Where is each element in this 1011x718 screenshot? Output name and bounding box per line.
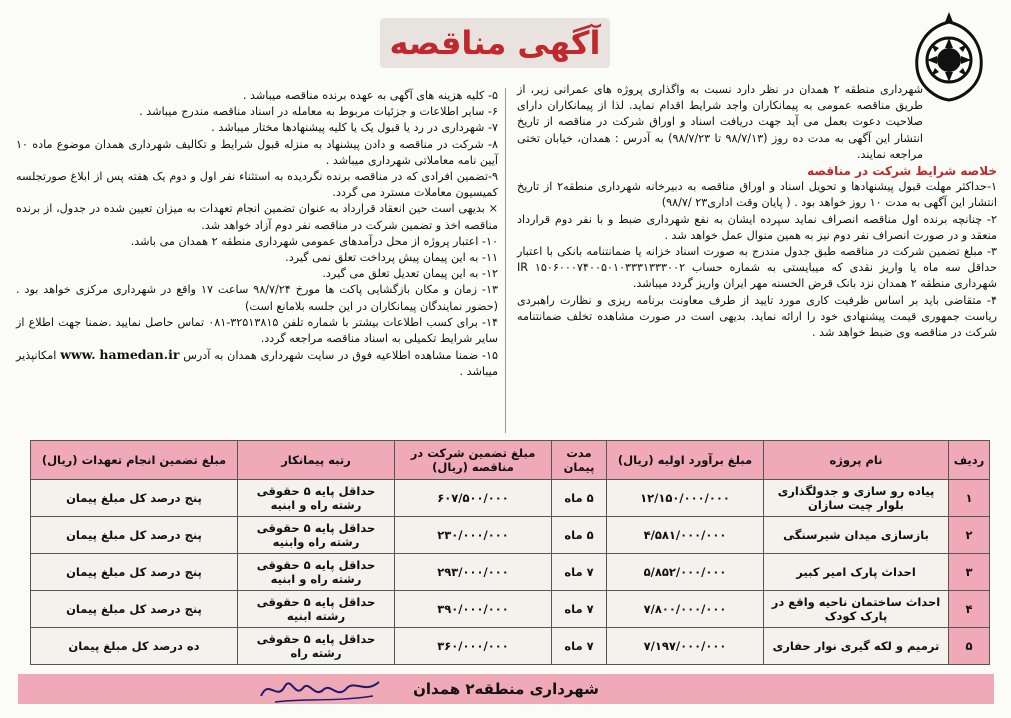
- notice-title: آگهی مناقصه: [380, 18, 610, 68]
- cell-project-name: ترمیم و لکه گیری نوار حفاری: [764, 628, 949, 665]
- cell-project-name: پیاده رو سازی و جدولگذاری بلوار چیت سازان: [764, 480, 949, 517]
- header-duration: مدت پیمان: [552, 441, 607, 480]
- intro-paragraph: شهرداری منطقه ۲ همدان در نظر دارد نسبت به واگذاری پروژه های عمرانی زیر، از طریق مناقصه عمومی به پیمانکاران واجد شرایط اقدام نماید. لذا از پیمانکاران دارای صلاحیت دعوت بعمل می آید جهت دریافت اسناد و اوراق شرکت در مناقصه از تاریخ انتشار این آگهی به مدت ده روز (۹۸/۷/۱۳ تا ۹۸/۷/۲۳) به آدرس : همدان، خیابان تختی مراجعه نمایند.: [517, 83, 923, 161]
- table-row: [31, 591, 990, 628]
- condition-item: ۹-تضمین افرادی که در مناقصه برنده نگردیده به استثناء نفر اول و دوم یک هفته پس از ابلاغ صورتجلسه کمیسیون معاملات مسترد می گردد.: [16, 170, 498, 200]
- cell-contractor-grade: حداقل پایه ۵ حقوقی رشته راه و ابنیه: [238, 554, 395, 591]
- condition-item: ۱۳- زمان و مکان بازگشایی پاکت ها مورخ ۹۸/۷/۲۴ ساعت ۱۷ واقع در شهرداری مرکزی خواهد بود .(حضور نمایندگان پیمانکاران در این جلسه بلامانع است): [16, 283, 498, 313]
- cell-participation-guarantee: ۲۳۰/۰۰۰/۰۰۰: [395, 517, 552, 554]
- header-performance-guarantee: مبلغ تضمین انجام تعهدات (ریال): [31, 441, 238, 480]
- cell-contractor-grade: حداقل پایه ۵ حقوقی رشته راه وابنیه: [238, 517, 395, 554]
- cell-duration: ۵ ماه: [552, 480, 607, 517]
- condition-item: ۷- شهرداری در رد یا قبول یک یا کلیه پیشنهادها مختار میباشد .: [211, 121, 498, 135]
- tender-table: [30, 440, 990, 665]
- condition-item: ۱-حداکثر مهلت قبول پیشنهادها و تحویل اسناد و اوراق مناقصه به دبیرخانه شهرداری منطقه۲ از تاریخ انتشار این آگهی به مدت ۱۰ روز خواهد بود . ( پایان وقت اداری۲۳ /۹۸/۷): [517, 180, 998, 210]
- cell-row-number: ۴: [949, 591, 990, 628]
- cell-project-name: احداث پارک امیر کبیر: [764, 554, 949, 591]
- cell-contractor-grade: حداقل پایه ۵ حقوقی رشته ابنیه: [238, 591, 395, 628]
- website-prefix: www.: [60, 347, 96, 363]
- header-estimate: مبلغ برآورد اولیه (ریال): [607, 441, 764, 480]
- condition-item: ۶- سایر اطلاعات و جزئیات مربوط به معامله در اسناد مناقصه مندرج میباشد .: [139, 105, 498, 119]
- condition-item: ۴- متقاضی باید بر اساس ظرفیت کاری مورد تایید از طرف معاونت برنامه ریزی و نظارت راهبردی ریاست جمهوری قیمت پیشنهادی خود را ارائه نماید. بدیهی است در صورت مشاهده تخلف ضمانتنامه شرکت در مناقصه وی ضبط خواهد شد .: [517, 293, 997, 340]
- cell-participation-guarantee: ۳۹۰/۰۰۰/۰۰۰: [395, 591, 552, 628]
- table-header-row: [31, 441, 990, 480]
- cell-performance-guarantee: پنج درصد کل مبلغ پیمان: [31, 591, 238, 628]
- cell-participation-guarantee: ۶۰۷/۵۰۰/۰۰۰: [395, 480, 552, 517]
- cell-project-name: احداث ساختمان ناحیه واقع در پارک کودک: [764, 591, 949, 628]
- signature-icon: [255, 668, 385, 708]
- cell-row-number: ۲: [949, 517, 990, 554]
- header-contractor-grade: رتبه پیمانکار: [238, 441, 395, 480]
- table-row: [31, 480, 990, 517]
- cell-row-number: ۵: [949, 628, 990, 665]
- condition-item: ۳- مبلغ تضمین شرکت در مناقصه طبق جدول مندرج به صورت اسناد خزانه یا ضمانتنامه بانکی با اعتبار حداقل سه ماه یا واریز نقدی که میبایستی به شماره حساب IR ۱۵۰۶۰۰۰۷۴۰۰۵۰۱۰۳۳۳۱۳۳۳۰۰۲ شهرداری منطقه ۲ همدان نزد بانک قرض الحسنه مهر ایران واریز گردد میباشد.: [517, 245, 997, 291]
- cell-duration: ۷ ماه: [552, 591, 607, 628]
- cell-estimate: ۷/۸۰۰/۰۰۰/۰۰۰: [607, 591, 764, 628]
- header-participation-guarantee: مبلغ تضمین شرکت در مناقصه (ریال): [395, 441, 552, 480]
- condition-item: ۵- کلیه هزینه های آگهی به عهده برنده مناقصه میباشد .: [242, 89, 498, 102]
- condition-item: ۸- شرکت در مناقصه و دادن پیشنهاد به منزله قبول شرایط و تکالیف شهرداری همدان موضوع ماده ۱۰ آیین نامه معاملاتی شهرداری میباشد .: [16, 137, 498, 167]
- condition-item-website: [16, 347, 498, 380]
- condition-15-suffix: امکانپذیر میباشد .: [16, 349, 498, 379]
- table-row: [31, 628, 990, 665]
- condition-item: ۱۴- برای کسب اطلاعات بیشتر با شماره تلفن ۳۲۵۱۳۸۱۵-۰۸۱ تماس حاصل نمایید .ضمنا جهت اطلاع از سایر شرایط تکمیلی به اسناد مناقصه مراجعه گردد.: [16, 315, 498, 346]
- cell-performance-guarantee: پنج درصد کل مبلغ پیمان: [31, 554, 238, 591]
- cell-duration: ۵ ماه: [552, 517, 607, 554]
- cell-project-name: بازسازی میدان شیرسنگی: [764, 517, 949, 554]
- table-row: [31, 554, 990, 591]
- cell-duration: ۷ ماه: [552, 628, 607, 665]
- cell-contractor-grade: حداقل پایه ۵ حقوقی رشته راه و ابنیه: [238, 480, 395, 517]
- cell-performance-guarantee: پنج درصد کل مبلغ پیمان: [31, 517, 238, 554]
- cell-row-number: ۱: [949, 480, 990, 517]
- table-row: [31, 517, 990, 554]
- cell-duration: ۷ ماه: [552, 554, 607, 591]
- website-link[interactable]: hamedan.ir: [99, 347, 180, 363]
- right-column: [517, 82, 997, 341]
- cell-performance-guarantee: پنج درصد کل مبلغ پیمان: [31, 480, 238, 517]
- cell-estimate: ۱۲/۱۵۰/۰۰۰/۰۰۰: [607, 480, 764, 517]
- condition-15-text: ۱۵- ضمنا مشاهده اطلاعیه فوق در سایت شهرداری همدان به آدرس: [183, 349, 498, 363]
- cell-performance-guarantee: ده درصد کل مبلغ پیمان: [31, 628, 238, 665]
- condition-item: × بدیهی است حین انعقاد قرارداد به عنوان تضمین انجام تعهدات به میزان تعیین شده در جدول، از برنده مناقصه اخذ و تضمین شرکت در مناقصه نفر دوم آزاد خواهد شد.: [16, 202, 498, 232]
- cell-participation-guarantee: ۲۹۳/۰۰۰/۰۰۰: [395, 554, 552, 591]
- cell-participation-guarantee: ۳۶۰/۰۰۰/۰۰۰: [395, 628, 552, 665]
- column-divider: [505, 88, 506, 433]
- header-row-number: ردیف: [949, 441, 990, 480]
- footer-issuer: شهرداری منطقه۲ همدان: [18, 674, 994, 704]
- condition-item: ۱۲- به این پیمان تعدیل تعلق می گیرد.: [322, 267, 498, 281]
- cell-contractor-grade: حداقل پایه ۵ حقوقی رشته راه: [238, 628, 395, 665]
- cell-estimate: ۴/۵۸۱/۰۰۰/۰۰۰: [607, 517, 764, 554]
- conditions-heading: خلاصه شرایط شرکت در مناقصه: [807, 164, 997, 179]
- condition-item: ۱۰- اعتبار پروژه از محل درآمدهای عمومی شهرداری منطقه ۲ همدان می باشد.: [130, 234, 498, 248]
- condition-item: ۱۱- به این پیمان پیش پرداخت تعلق نمی گیرد.: [285, 251, 498, 265]
- cell-row-number: ۳: [949, 554, 990, 591]
- left-column: [16, 88, 498, 381]
- header-project-name: نام پروژه: [764, 441, 949, 480]
- condition-item: ۲- چنانچه برنده اول مناقصه انصراف نماید سپرده ایشان به نفع شهرداری ضبط و با نفر دوم قرارداد منعقد و در صورت انصراف نفر دوم نیز به همین منوال عمل خواهد شد .: [517, 212, 997, 242]
- cell-estimate: ۷/۱۹۷/۰۰۰/۰۰۰: [607, 628, 764, 665]
- cell-estimate: ۵/۸۵۲/۰۰۰/۰۰۰: [607, 554, 764, 591]
